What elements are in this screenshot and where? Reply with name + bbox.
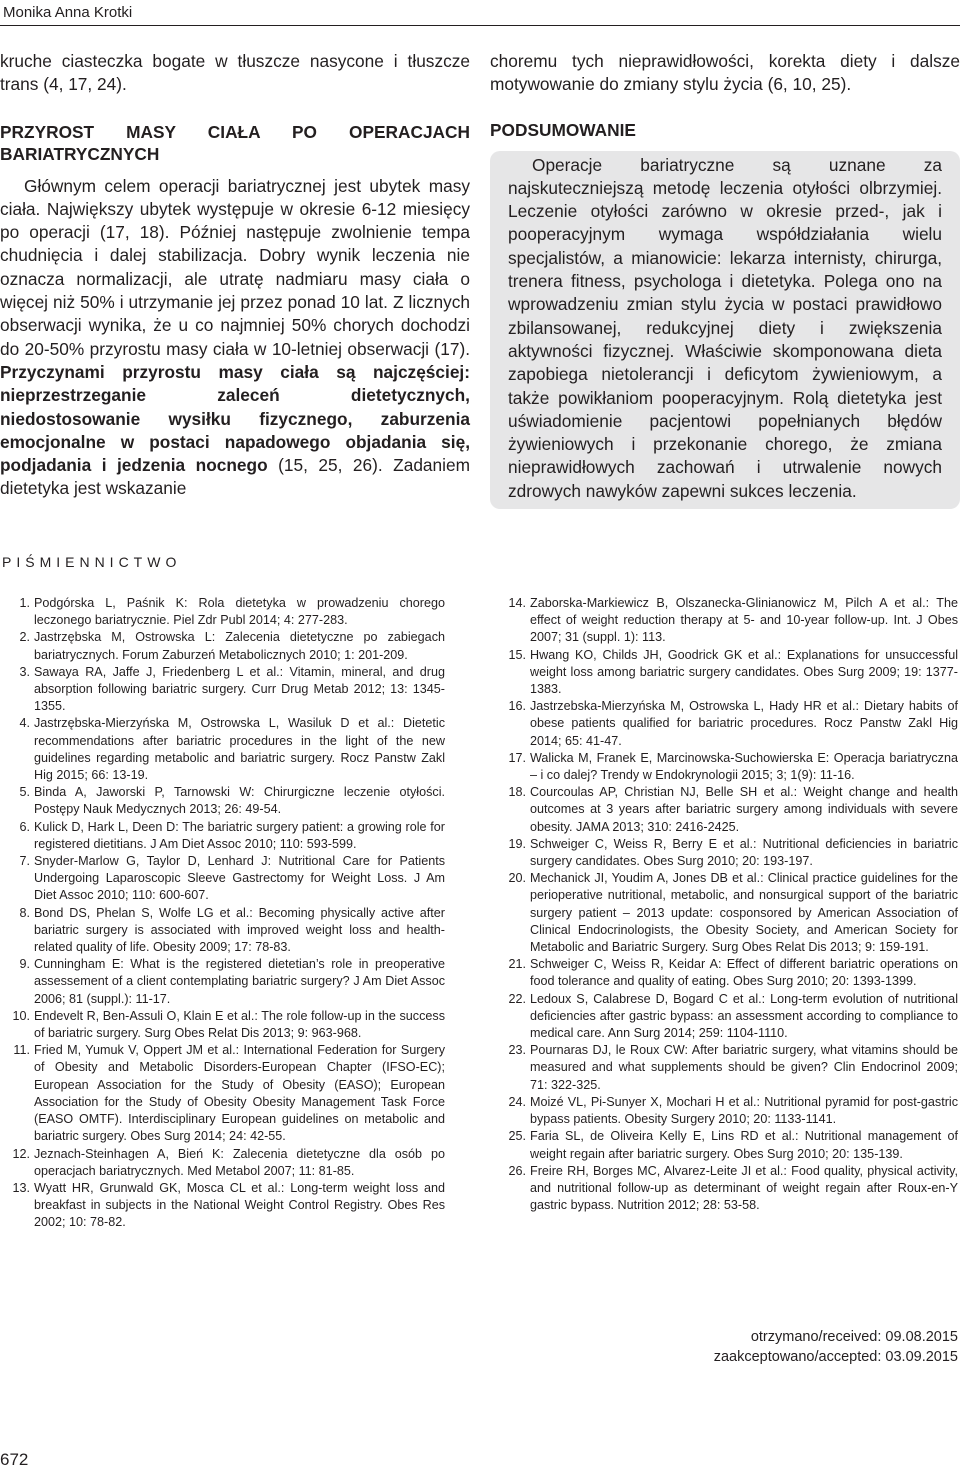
reference-number: 8. (19, 905, 30, 920)
reference-item (496, 870, 958, 956)
reference-text: Fried M, Yumuk V, Oppert JM et al.: International Federation for Surgery of Obesity and Metabolic Disorders-European Chapter (IFSO-EC); European Association for the Study of Obesity (EASO); European Association for the Study of Obesity Obesity Management Task Force (EASO OMTF). Interdisciplinary European guidelines on metabolic and bariatric surgery. Obes Surg 2014; 24: 42-55. (34, 1043, 445, 1144)
reference-number: 15. (508, 647, 526, 662)
reference-item (0, 1008, 445, 1042)
reference-number: 23. (508, 1043, 526, 1058)
accepted-date: zaakceptowano/accepted: 03.09.2015 (713, 1349, 958, 1365)
reference-text: Hwang KO, Childs JH, Goodrick GK et al.: Explanations for unsuccessful weight loss among bariatric surgery candidates. Obes Surg 2009; 19: 1377-1383. (530, 647, 958, 697)
reference-text: Snyder-Marlow G, Taylor D, Lenhard J: Nutritional Care for Patients Undergoing Laparoscopic Sleeve Gastrectomy for Weight Loss. J Am Diet Assoc 2010; 110: 600-607. (34, 854, 445, 903)
references-heading: PIŚMIENNICTWO (2, 554, 182, 570)
page-number: 672 (0, 1450, 29, 1469)
running-head-author: Monika Anna Krotki (3, 4, 133, 21)
reference-text: Zaborska-Markiewicz B, Olszanecka-Glinianowicz M, Pilch A et al.: The effect of weight reduction therapy at 5- and 10-year follow-up. Int. J Obes 2007; 31 (suppl. 1): 113. (530, 596, 958, 645)
reference-item (496, 595, 958, 647)
reference-number: 11. (13, 1043, 30, 1058)
reference-number: 14. (508, 596, 526, 610)
reference-number: 6. (19, 819, 30, 834)
reference-item (496, 991, 958, 1043)
paragraph-tail-text: (15, 25, 26). Zadaniem dietetyka jest wskazanie (0, 455, 470, 499)
reference-number: 20. (508, 871, 526, 886)
reference-text: Bond DS, Phelan S, Wolfe LG et al.: Becoming physically active after bariatric surgery is associated with improved weight loss and health-related quality of life. Obesity 2009; 17: 78-83. (34, 905, 445, 955)
reference-item (496, 1128, 958, 1162)
reference-text: Wyatt HR, Grunwald GK, Mosca CL et al.: Long-term weight loss and breakfast in subjects in the National Weight Control Registry. Obes Res 2002; 10: 78-82. (34, 1180, 445, 1230)
reference-text: Jastrzebska-Mierzyńska M, Ostrowska L, Hady HR et al.: Dietary habits of obese patients qualified for bariatric procedures. Rocz Panstw Zakl Hig 2014; 65: 41-47. (530, 699, 958, 748)
reference-text: Jeznach-Steinhagen A, Bień K: Zalecenia dietetyczne dla osób po operacjach bariatrycznych. Med Metabol 2007; 11: 81-85. (34, 1146, 445, 1178)
reference-item (0, 819, 445, 853)
paragraph-continued: kruche ciasteczka bogate w tłuszcze nasycone i tłuszcze trans (4, 17, 24). (0, 51, 470, 95)
reference-number: 13. (12, 1180, 30, 1195)
section-heading-weight-gain: PRZYROST MASY CIAŁA PO OPERACJACH BARIATRYCZNYCH (0, 121, 470, 164)
reference-item (0, 595, 445, 629)
header-rule (0, 25, 960, 26)
reference-item (496, 1163, 958, 1215)
reference-number: 18. (508, 785, 526, 800)
reference-text: Jastrzębska M, Ostrowska L: Zalecenia dietetyczne po zabiegach bariatrycznych. Forum Zaburzeń Metabolicznych 2010; 1: 201-209. (34, 630, 445, 662)
reference-number: 21. (508, 957, 526, 972)
paragraph-weight-gain (0, 175, 470, 501)
reference-item (0, 1042, 445, 1145)
paragraph-bold-text: Przyczynami przyrostu masy ciała są najczęściej: nieprzestrzeganie zaleceń dietetycznych, niedostosowanie wysiłku fizycznego, zaburzenia emocjonalne w postaci napadowego objadania się, podjadania i jedzenia nocnego (0, 361, 470, 476)
reference-number: 1. (19, 596, 30, 610)
reference-item (0, 1146, 445, 1180)
reference-item (0, 956, 445, 1008)
reference-item (496, 1042, 958, 1094)
reference-text: Walicka M, Franek E, Marcinowska-Suchowierska E: Operacja bariatryczna – i co dalej? Trendy w Endokrynologii 2015; 3; 1(9): 11-16. (530, 750, 958, 783)
reference-text: Sawaya RA, Jaffe J, Friedenberg L et al.: Vitamin, mineral, and drug absorption following bariatric surgery. Curr Drug Metab 2012; 13: 1345-1355. (34, 664, 445, 714)
reference-item (496, 784, 958, 836)
reference-number: 7. (19, 854, 30, 869)
left-column (0, 50, 470, 501)
reference-item (496, 647, 958, 699)
reference-number: 25. (508, 1129, 526, 1144)
reference-number: 5. (19, 785, 30, 800)
reference-item (496, 698, 958, 750)
section-heading-summary: PODSUMOWANIE (490, 119, 636, 140)
reference-item (0, 1180, 445, 1232)
summary-box (490, 151, 960, 509)
reference-number: 12. (12, 1146, 30, 1161)
reference-number: 2. (19, 630, 30, 645)
reference-text: Mechanick JI, Youdim A, Jones DB et al.: Clinical practice guidelines for the perioperative nutritional, metabolic, and nonsurgical support of the bariatric surgery patient – 2013 update: cosponsored by American Association of Clinical Endocrinologists, the Obesity Society, and American Society for Metabolic and Bariatric Surgery. Surg Obes Relat Dis 2013; 9: 159-191. (530, 871, 958, 955)
reference-item (0, 905, 445, 957)
dates-block (640, 1327, 958, 1367)
reference-item (496, 750, 958, 784)
reference-text: Freire RH, Borges MC, Alvarez-Leite JI et al.: Food quality, physical activity, and nutritional follow-up as determinant of weight regain after Roux-en-Y gastric bypass. Nutrition 2012; 28: 53-58. (530, 1163, 958, 1213)
reference-text: Schweiger C, Weiss R, Keidar A: Effect of different bariatric operations on food tolerance and quality of eating. Obes Surg 2010; 20: 1393-1399. (530, 957, 958, 989)
reference-number: 16. (508, 699, 526, 714)
reference-text: Kulick D, Hark L, Deen D: The bariatric surgery patient: a growing role for registered dietitians. J Am Diet Assoc 2010; 110: 593-599. (34, 819, 445, 851)
references-list-right (496, 595, 958, 1214)
received-date: otrzymano/received: 09.08.2015 (750, 1329, 958, 1345)
reference-number: 24. (508, 1094, 526, 1109)
paragraph-main-text: Głównym celem operacji bariatrycznej jest ubytek masy ciała. Największy ubytek występuje w okresie 6-12 miesięcy po operacji (17, 18). Później następuje zwolnienie tempa chudnięcia i dalej stabilizacja. Dobry wynik leczenia nie oznacza normalizacji, ale utratę nadmiaru masy ciała o więcej niż 50% i utrzymanie jej przez ponad 10 lat. Z licznych obserwacji wynika, że u co najmniej 50% chorych dochodzi do 20-50% przyrostu masy ciała w 10-letniej obserwacji (17). (0, 175, 470, 359)
reference-text: Courcoulas AP, Christian NJ, Belle SH et al.: Weight change and health outcomes at 3 years after bariatric surgery among individuals with severe obesity. JAMA 2013; 310: 2416-2425. (530, 785, 958, 834)
reference-number: 22. (508, 991, 526, 1006)
reference-number: 17. (508, 750, 526, 765)
reference-text: Cunningham E: What is the registered dietetian’s role in preoperative assessement of a client contemplating bariatric surgery? J Am Diet Assoc 2006; 81 (suppl.): 11-17. (34, 957, 445, 1006)
reference-number: 3. (19, 664, 30, 679)
reference-item (496, 836, 958, 870)
reference-item (496, 956, 958, 990)
reference-text: Ledoux S, Calabrese D, Bogard C et al.: Long-term evolution of nutritional deficiencies after gastric bypass: an assessment according to compliance to medical care. Ann Surg 2014; 259: 1104-1110. (530, 991, 958, 1041)
reference-number: 19. (508, 836, 526, 851)
right-column (490, 50, 960, 509)
reference-text: Pournaras DJ, le Roux CW: After bariatric surgery, what vitamins should be measured and what supplements should be given? Clin Endocrinol 2009; 71: 322-325. (530, 1043, 958, 1092)
reference-text: Moizé VL, Pi-Sunyer X, Mochari H et al.: Nutritional pyramid for post-gastric bypass patients. Obesity Surgery 2010; 20: 1133-1141. (530, 1094, 958, 1127)
summary-text: Operacje bariatryczne są uznane za najskuteczniejszą metodę leczenia otyłości olbrzymiej. Leczenie otyłości zarówno w okresie przed-, jak i pooperacyjnym wymaga współdziałania wielu specjalistów, a mianowicie: lekarza internisty, chirurga, trenera fitness, psychologa i dietetyka. Polega ono na wprowadzeniu zmian stylu życia w postaci prawidłowo zbilansowanej, redukcyjnej diety i zwiększenia aktywności fizycznej. Właściwie skomponowana dieta zapobiega nietolerancji i deficytom żywieniowym, a także powikłaniom pooperacyjnym. Rolą dietetyka jest uświadomienie pacjentowi popełnianych błędów żywieniowych i przekonanie chorego, że zmiana nieprawidłowych zachowań i utrwalenie nowych zdrowych nawyków zapewni sukces leczenia. (508, 154, 942, 501)
reference-number: 4. (19, 716, 30, 731)
reference-item (0, 664, 445, 716)
reference-item (0, 629, 445, 663)
reference-text: Jastrzębska-Mierzyńska M, Ostrowska L, Wasiluk D et al.: Dietetic recommendations after bariatric procedures in the light of the new guidelines regarding metabolic and bariatric surgery. Rocz Panstw Zakl Hig 2015; 66: 13-19. (34, 716, 445, 783)
reference-text: Faria SL, de Oliveira Kelly E, Lins RD et al.: Nutritional management of weight regain after bariatric surgery. Obes Surg 2010; 20: 135-139. (530, 1129, 958, 1161)
reference-item (0, 784, 445, 818)
reference-text: Podgórska L, Paśnik K: Rola dietetyka w prowadzeniu chorego leczonego bariatrycznie. Piel Zdr Publ 2014; 4: 277-283. (34, 596, 445, 628)
reference-text: Schweiger C, Weiss R, Berry E et al.: Nutritional deficiencies in bariatric surgery candidates. Obes Surg 2010; 20: 193-197. (530, 836, 958, 869)
reference-item (0, 853, 445, 905)
reference-number: 9. (19, 957, 30, 972)
references-list-left (0, 595, 445, 1232)
paragraph-continued-right: choremu tych nieprawidłowości, korekta diety i dalsze motywowanie do zmiany stylu życia (6, 10, 25). (490, 51, 960, 95)
reference-text: Binda A, Jaworski P, Tarnowski W: Chirurgiczne leczenie otyłości. Postępy Nauk Medycznych 2013; 26: 49-54. (34, 785, 445, 817)
running-head (0, 0, 960, 30)
reference-number: 10. (12, 1008, 30, 1023)
reference-text: Endevelt R, Ben-Assuli O, Klain E et al.: The role follow-up in the success of bariatric surgery. Surg Obes Relat Dis 2013; 9: 963-968. (34, 1008, 445, 1041)
reference-item (0, 715, 445, 784)
reference-item (496, 1094, 958, 1128)
reference-number: 26. (508, 1163, 526, 1178)
